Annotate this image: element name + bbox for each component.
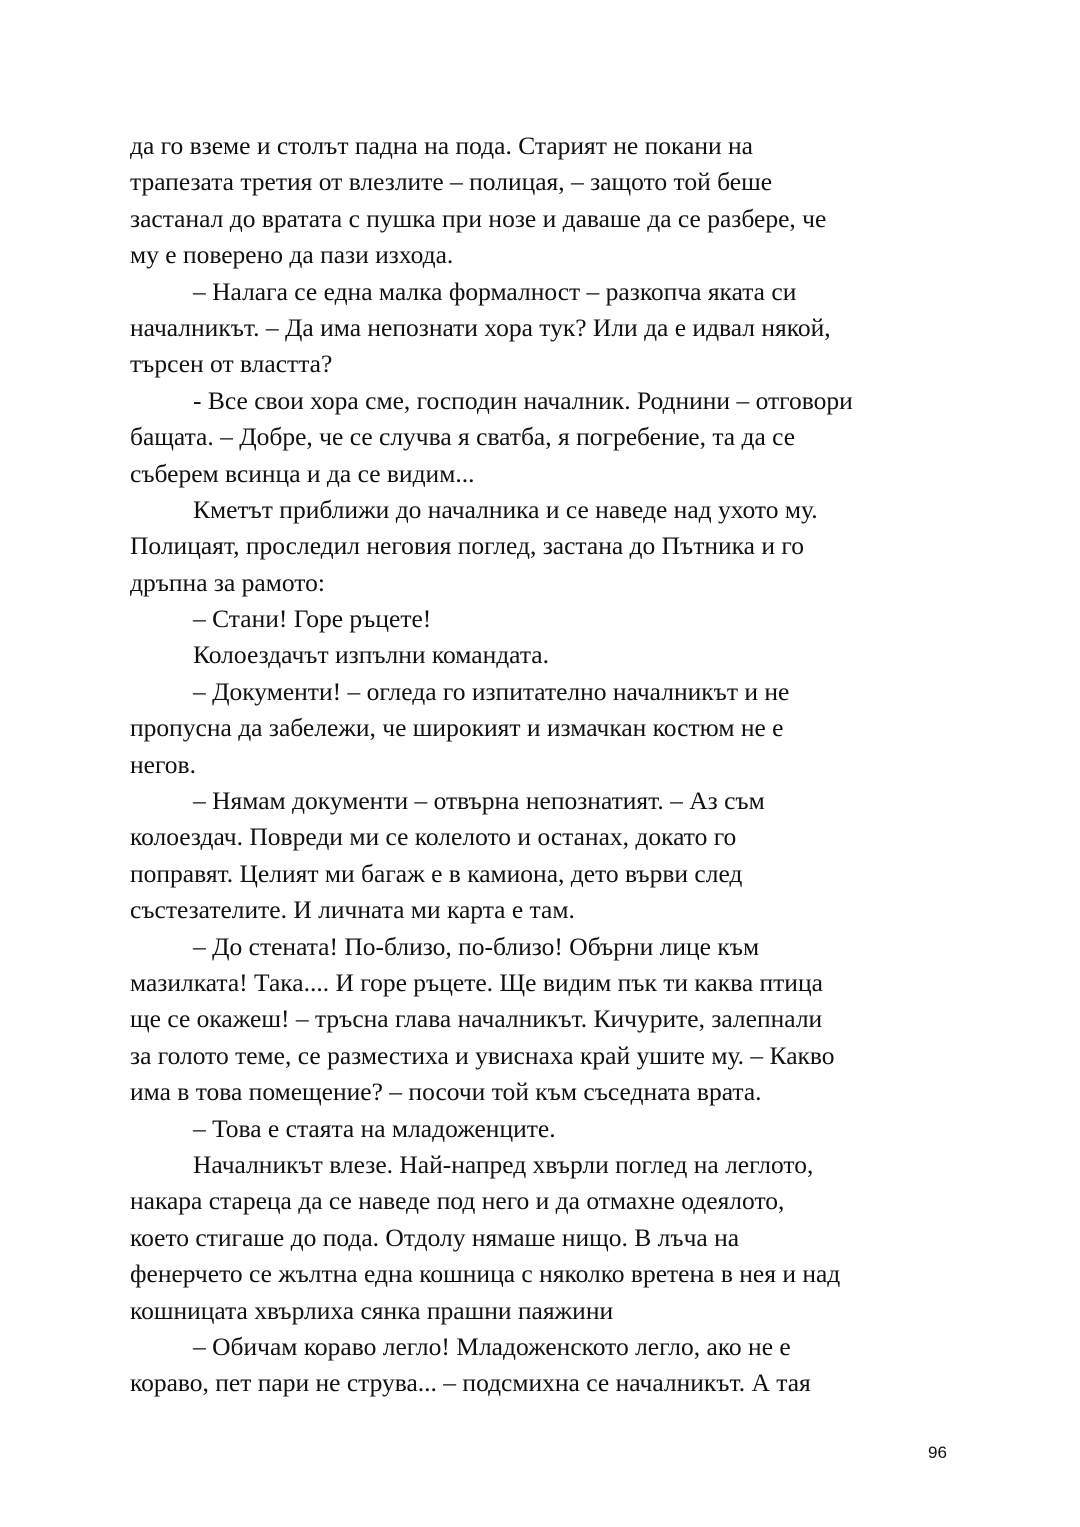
text-line: Полицаят, проследил неговия поглед, застана до Пътника и го <box>130 531 804 561</box>
page-number: 96 <box>928 1443 947 1462</box>
text-line: има в това помещение? – посочи той към съседната врата. <box>130 1077 762 1107</box>
text-line: поправят. Целият ми багаж е в камиона, дето върви след <box>130 858 743 888</box>
text-line: – Налага се една малка формалност – разкопча яката си <box>193 276 797 306</box>
text-line: началникът. – Да има непознати хора тук? Или да е идвал някой, <box>130 312 831 342</box>
text-line: накара стареца да се наведе под него и да отмахне одеялото, <box>130 1186 785 1216</box>
text-line: – Обичам кораво легло! Младоженското легло, ако не е <box>193 1331 791 1361</box>
text-line: пропусна да забележи, че широкият и измачкан костюм не е <box>130 713 784 743</box>
text-line: кораво, пет пари не струва... – подсмихна се началникът. А тая <box>130 1368 811 1398</box>
text-line: трапезата третия от влезлите – полицая, – защото той беше <box>130 167 773 197</box>
text-line: му е поверено да пази изхода. <box>130 240 454 270</box>
text-line: мазилката! Така.... И горе ръцете. Ще видим пък ти каква птица <box>130 967 823 997</box>
text-line: дръпна за рамото: <box>130 567 325 597</box>
text-line: състезателите. И личната ми карта е там. <box>130 895 575 925</box>
text-line: – Документи! – огледа го изпитателно началникът и не <box>193 676 790 706</box>
text-line: Колоездачът изпълни командата. <box>193 640 549 670</box>
text-line: – Нямам документи – отвърна непознатият. – Аз съм <box>193 786 765 816</box>
text-line: да го вземе и столът падна на пода. Старият не покани на <box>130 131 753 160</box>
text-line: – Това е стаята на младоженците. <box>193 1113 556 1143</box>
text-line: съберем всинца и да се видим... <box>130 458 475 488</box>
text-line: Кметът приближи до началника и се наведе над ухото му. <box>193 494 818 524</box>
text-line: – До стената! По-близо, по-близо! Обърни лице към <box>193 931 760 961</box>
text-line: което стигаше до пода. Отдолу нямаше нищо. В лъча на <box>130 1222 740 1252</box>
body-text <box>130 128 960 1402</box>
text-line: фенерчето се жълтна една кошница с няколко вретена в нея и над <box>130 1259 841 1289</box>
text-line: - Все свои хора сме, господин началник. Роднини – отговори <box>193 385 853 415</box>
text-line: Началникът влезе. Най-напред хвърли поглед на леглото, <box>193 1149 814 1179</box>
text-line: бащата. – Добре, че се случва я сватба, я погребение, та да се <box>130 422 796 452</box>
text-line: колоездач. Повреди ми се колелото и останах, докато го <box>130 822 737 852</box>
text-line: застанал до вратата с пушка при нозе и даваше да се разбере, че <box>130 203 827 233</box>
text-line: ще се окажеш! – тръсна глава началникът. Кичурите, залепнали <box>130 1004 823 1034</box>
text-line: – Стани! Горе ръцете! <box>193 604 432 634</box>
text-line: търсен от властта? <box>130 349 333 379</box>
text-line: кошницата хвърлиха сянка прашни паяжини <box>130 1295 614 1325</box>
text-line: негов. <box>130 749 196 779</box>
text-line: за голото теме, се разместиха и увиснаха край ушите му. – Какво <box>130 1040 835 1070</box>
